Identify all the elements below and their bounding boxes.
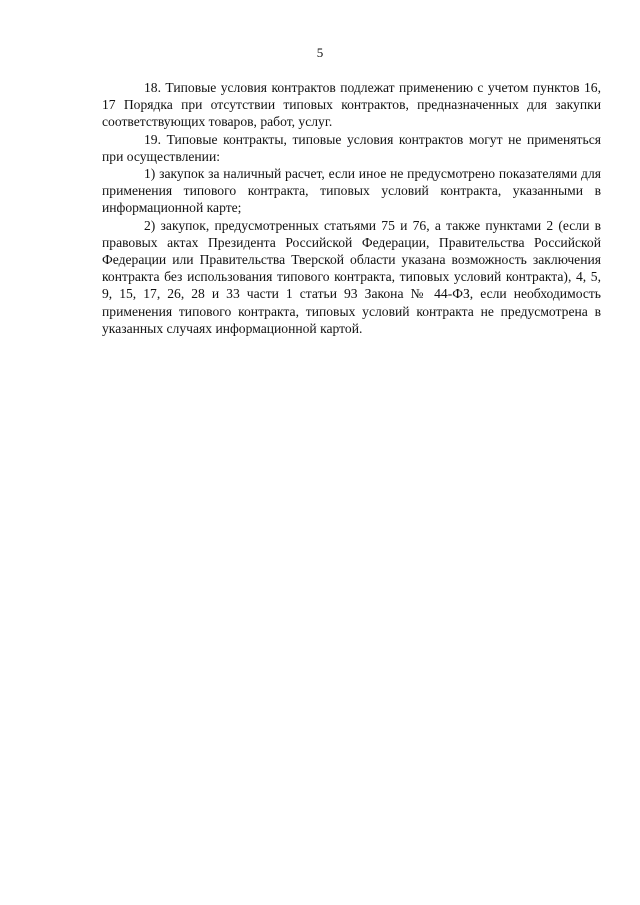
paragraph-item-19: 19. Типовые контракты, типовые условия контрактов могут не применяться при осуществлении: (102, 131, 601, 164)
paragraph-subitem-1: 1) закупок за наличный расчет, если иное не предусмотрено показателями для применения типового контракта, типовых условий контракта, указанными в информационной карте; (102, 166, 601, 216)
paragraph-item-18: 18. Типовые условия контрактов подлежат применению с учетом пунктов 16, 17 Порядка при отсутствии типовых контрактов, предназначенных для закупки соответствующих товаров, работ, услуг. (102, 80, 601, 130)
page-number: 5 (316, 45, 324, 60)
paragraph-subitem-2: 2) закупок, предусмотренных статьями 75 и 76, а также пунктами 2 (если в правовых актах Президента Российской Федерации, Правительства Российской Федерации или Правительства Тверской области указана возможность заключения контракта без использования типового контракта, типовых условий контракта), 4, 5, 9, 15, 17, 26, 28 и 33 части 1 статьи 93 Закона № 44-ФЗ, если необходимость применения типового контракта, типовых условий контракта не предусмотрена в указанных случаях информационной картой. (102, 217, 601, 336)
document-body (102, 79, 601, 337)
